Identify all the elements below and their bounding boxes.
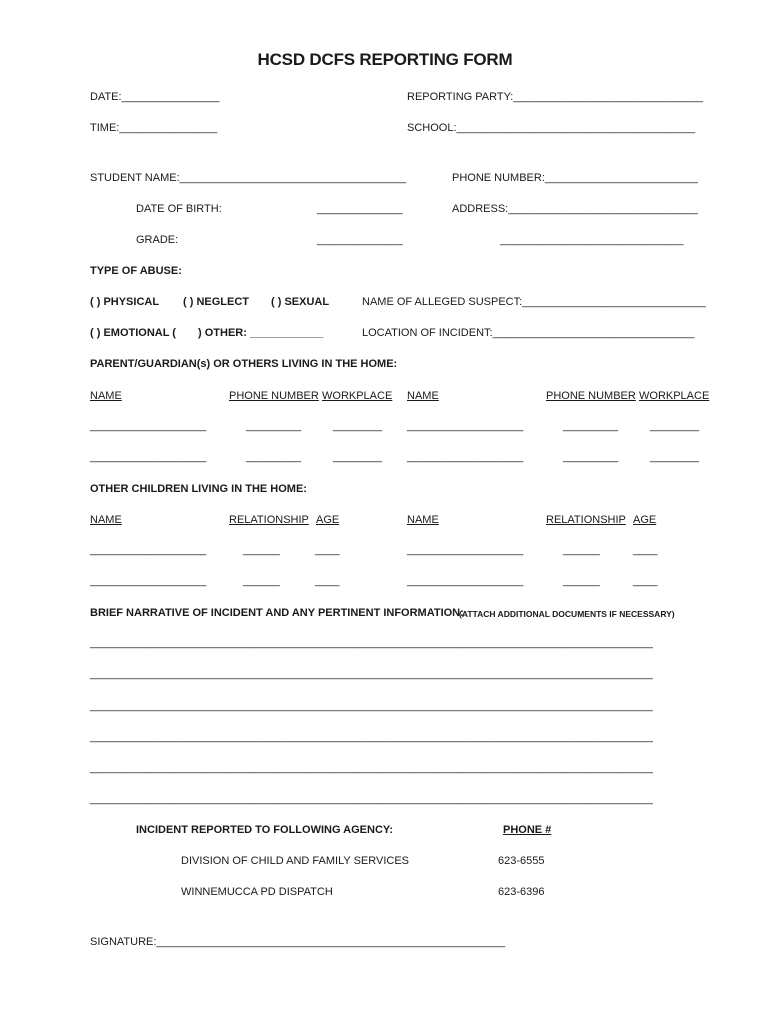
child-age-header-1: AGE [316,514,340,526]
child-age-field[interactable]: ____ [633,575,658,587]
incident-location-field[interactable]: LOCATION OF INCIDENT:_________________________________ [362,327,695,339]
guardian-name-field[interactable]: ___________________ [90,420,207,432]
alleged-suspect-field[interactable]: NAME OF ALLEGED SUSPECT:______________________________ [362,296,706,308]
child-relationship-field[interactable]: ______ [563,544,600,556]
address-field[interactable]: ADDRESS:_______________________________ [452,203,698,215]
emotional-checkbox[interactable]: ( ) EMOTIONAL ( [90,327,176,339]
address-line2-field[interactable]: ______________________________ [500,234,684,246]
grade-label: GRADE: [136,234,179,246]
child-relationship-field[interactable]: ______ [243,544,280,556]
child-name-header-1: NAME [90,514,122,526]
child-relationship-field[interactable]: ______ [563,575,600,587]
guardian-name-field[interactable]: ___________________ [90,451,207,463]
narrative-line[interactable]: ____________________________________________________________________________________________ [90,762,653,774]
guardian-workplace-field[interactable]: ________ [650,420,699,432]
child-name-header-2: NAME [407,514,439,526]
child-age-field[interactable]: ____ [633,544,658,556]
child-name-field[interactable]: ___________________ [407,575,524,587]
school-field[interactable]: SCHOOL:_______________________________________ [407,122,696,134]
narrative-line[interactable]: ____________________________________________________________________________________________ [90,700,653,712]
guardian-workplace-field[interactable]: ________ [650,451,699,463]
abuse-heading: TYPE OF ABUSE: [90,265,182,277]
guardian-name-field[interactable]: ___________________ [407,420,524,432]
page-title: HCSD DCFS REPORTING FORM [257,50,513,69]
guardian-workplace-field[interactable]: ________ [333,420,382,432]
sexual-checkbox[interactable]: ( ) SEXUAL [271,296,330,308]
guardian-phone-field[interactable]: _________ [563,451,619,463]
physical-checkbox[interactable]: ( ) PHYSICAL [90,296,160,308]
guardian-name-header-2: NAME [407,390,439,402]
guardian-workplace-field[interactable]: ________ [333,451,382,463]
child-age-field[interactable]: ____ [315,544,340,556]
children-heading: OTHER CHILDREN LIVING IN THE HOME: [90,483,307,495]
other-field[interactable]: ____________ [250,327,324,339]
guardian-phone-header-2: PHONE NUMBER [546,390,636,402]
child-name-field[interactable]: ___________________ [407,544,524,556]
narrative-line[interactable]: ____________________________________________________________________________________________ [90,793,653,805]
guardian-phone-field[interactable]: _________ [246,420,302,432]
child-name-field[interactable]: ___________________ [90,544,207,556]
signature-field[interactable]: SIGNATURE:_________________________________________________________ [90,936,506,948]
narrative-note: (ATTACH ADDITIONAL DOCUMENTS IF NECESSARY) [459,609,675,619]
narrative-heading: BRIEF NARRATIVE OF INCIDENT AND ANY PERTINENT INFORMATION: [90,607,464,619]
agency-name: WINNEMUCCA PD DISPATCH [181,886,333,898]
other-checkbox[interactable]: ) OTHER: [198,327,247,339]
dob-label: DATE OF BIRTH: [136,203,222,215]
agency-phone: 623-6396 [498,886,545,898]
child-age-header-2: AGE [633,514,657,526]
reporting-party-field[interactable]: REPORTING PARTY:_______________________________ [407,91,704,103]
agency-phone-heading: PHONE # [503,824,552,836]
student-name-field[interactable]: STUDENT NAME:_____________________________________ [90,172,406,184]
date-field[interactable]: DATE:________________ [90,91,220,103]
guardians-heading: PARENT/GUARDIAN(s) OR OTHERS LIVING IN THE HOME: [90,358,398,370]
neglect-checkbox[interactable]: ( ) NEGLECT [183,296,249,308]
child-relationship-header-2: RELATIONSHIP [546,514,626,526]
grade-field[interactable]: ______________ [317,234,403,246]
agency-heading: INCIDENT REPORTED TO FOLLOWING AGENCY: [136,824,394,836]
guardian-workplace-header-2: WORKPLACE [639,390,710,402]
phone-number-field[interactable]: PHONE NUMBER:_________________________ [452,172,698,184]
child-relationship-field[interactable]: ______ [243,575,280,587]
guardian-name-field[interactable]: ___________________ [407,451,524,463]
child-name-field[interactable]: ___________________ [90,575,207,587]
guardian-name-header-1: NAME [90,390,122,402]
guardian-phone-field[interactable]: _________ [563,420,619,432]
dob-field[interactable]: ______________ [317,203,403,215]
guardian-workplace-header-1: WORKPLACE [322,390,393,402]
agency-phone: 623-6555 [498,855,545,867]
guardian-phone-header-1: PHONE NUMBER [229,390,319,402]
guardian-phone-field[interactable]: _________ [246,451,302,463]
narrative-line[interactable]: ____________________________________________________________________________________________ [90,731,653,743]
agency-name: DIVISION OF CHILD AND FAMILY SERVICES [181,855,410,867]
child-age-field[interactable]: ____ [315,575,340,587]
narrative-line[interactable]: ____________________________________________________________________________________________ [90,637,653,649]
child-relationship-header-1: RELATIONSHIP [229,514,309,526]
time-field[interactable]: TIME:________________ [90,122,218,134]
narrative-line[interactable]: ____________________________________________________________________________________________ [90,668,653,680]
